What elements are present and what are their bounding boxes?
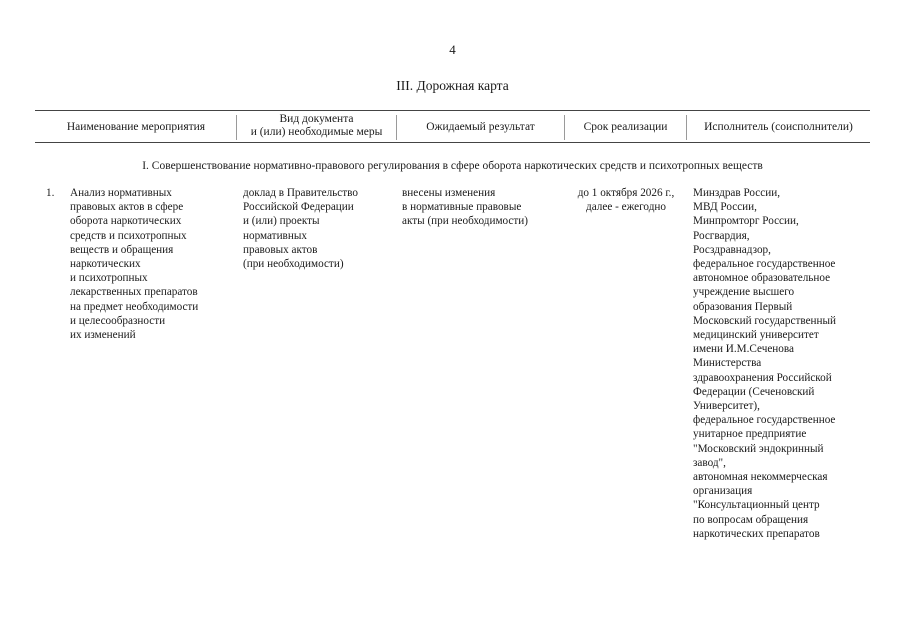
event-name-cell: Анализ нормативных правовых актов в сфере оборота наркотических средств и психотропных веществ и обращения наркотических и психотропных лекарственных препаратов на предмет необходимости и целесообразности их изменений xyxy=(70,187,199,342)
header-deadline: Срок реализации xyxy=(583,121,668,133)
row-number: 1. xyxy=(46,187,55,199)
header-executors: Исполнитель (соисполнители) xyxy=(704,121,853,133)
deadline-cell: до 1 октября 2026 г., далее - ежегодно xyxy=(577,187,675,214)
table-section-heading: I. Совершенствование нормативно-правового регулирования в сфере оборота наркотических средств и психотропных веществ xyxy=(142,160,763,172)
executors-cell: Минздрав России, МВД России, Минпромторг России, Росгвардия, Росздравнадзор, федеральное государственное автономное образовательное учреждение высшего образования Первый Московский государственный медицинский университет имени И.М.Сеченова Министерства здравоохранения Российской Федерации (Сеченовский Университет), федеральное государственное унитарное предприятие "Московский эндокринный завод", автономная некоммерческая организация "Консультационный центр по вопросам обращения наркотических препаратов xyxy=(693,187,837,540)
header-document-type: Вид документа и (или) необходимые меры xyxy=(250,113,383,138)
expected-result-cell: внесены изменения в нормативные правовые акты (при необходимости) xyxy=(402,187,528,228)
header-expected-result: Ожидаемый результат xyxy=(426,121,535,133)
table-top-rule xyxy=(35,110,870,111)
page-number: 4 xyxy=(449,42,456,57)
header-event-name: Наименование мероприятия xyxy=(66,121,206,133)
section-title: III. Дорожная карта xyxy=(396,78,509,93)
document-type-cell: доклад в Правительство Российской Федерации и (или) проекты нормативных правовых актов (при необходимости) xyxy=(243,187,358,271)
table-header-bottom-rule xyxy=(35,142,870,143)
